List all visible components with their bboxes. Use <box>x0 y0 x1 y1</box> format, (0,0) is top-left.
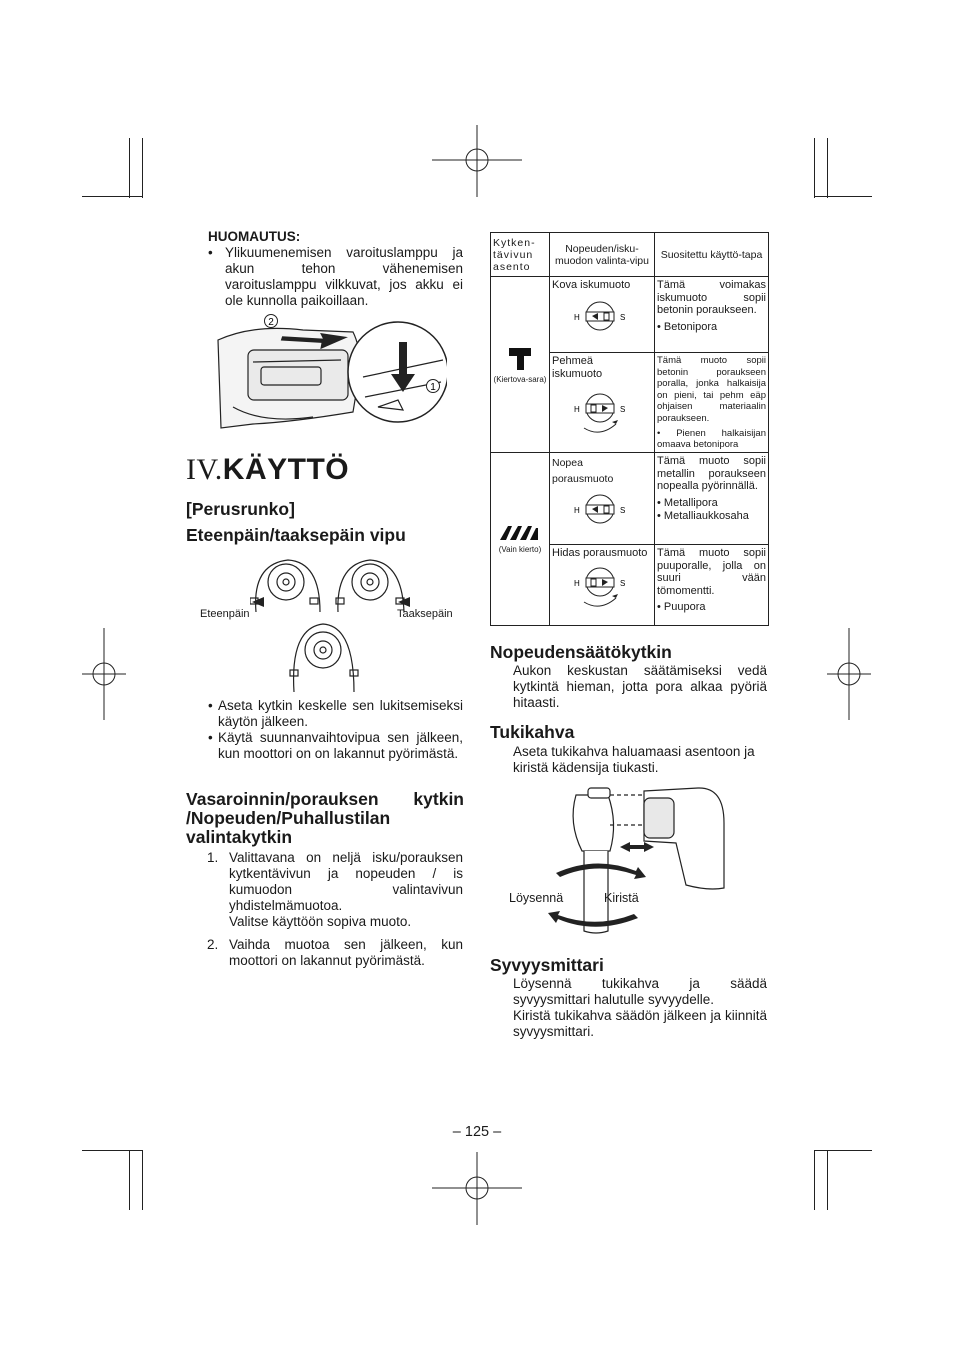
usage-cell: Tämä muoto sopii metallin poraukseen nopealla pyörinnällä. • Metallipora • Metalliaukkosaha <box>655 453 769 545</box>
mode-switch-heading: Vasaroinnin/porauksen kytkin /Nopeuden/Puhallustilan valintakytkin <box>186 789 464 847</box>
header-cell: Kytken-tävivun asento <box>491 233 550 277</box>
usage-cell: Tämä voimakas iskumuoto sopii betonin poraukseen. • Betonipora <box>655 277 769 353</box>
speed-text: Aukon keskustan säätämiseksi vedä kytkintä hieman, jotta pora alkaa pyöriä hitaasti. <box>513 663 767 710</box>
direction-lever-heading: Eteenpäin/taaksepäin vipu <box>186 525 406 545</box>
direction-lever-figure <box>250 552 420 697</box>
dial-icon <box>552 292 652 340</box>
mode-cell: Hidas porausmuoto H S <box>550 545 655 626</box>
list-item: 1. Valittavana on neljä isku/porauksen kytkentävivun ja nopeuden / is kumuodon valintavivun yhdistelmämuotoa. Valitse käyttöön sopiva muoto. <box>207 850 463 929</box>
note-heading: HUOMAUTUS: <box>208 229 301 244</box>
dial-icon <box>552 380 652 440</box>
mode-cell: Pehmeä iskumuoto H S <box>550 353 655 453</box>
group-cell <box>491 277 550 453</box>
mode-cell: Kova iskumuoto H S <box>550 277 655 353</box>
table-header-row <box>491 233 769 277</box>
dial-icon <box>552 560 652 620</box>
depth-text-1: Löysennä tukikahva ja säädä syvyysmittari halutulle syvyydelle. <box>513 976 767 1007</box>
battery-insertion-figure <box>213 312 447 442</box>
svg-text:S: S <box>620 405 626 414</box>
header-cell: Nopeuden/isku-muodon valinta-vipu <box>550 233 655 277</box>
section-roman: IV. <box>186 453 223 486</box>
tighten-label: Kiristä <box>604 891 639 905</box>
depth-heading: Syvyysmittari <box>490 955 604 975</box>
callout-1: 1 <box>430 382 436 393</box>
svg-text:H: H <box>574 578 580 588</box>
header-cell: Suositettu käyttö-tapa <box>655 233 769 277</box>
depth-text-2: Kiristä tukikahva säädön jälkeen ja kiinnitä syvyysmittari. <box>513 1008 767 1039</box>
list-item: 2. Vaihda muotoa sen jälkeen, kun moottori on lakannut pyörimästä. <box>207 937 463 968</box>
drill-bit-icon <box>498 524 542 542</box>
direction-lever-notes <box>208 698 463 762</box>
list-item: • Ylikuumenemisen varoituslamppu ja akun tehon vähenemisen varoituslamppu vilkkuvat, jos akku ei ole kunnolla paikoillaan. <box>208 245 463 309</box>
usage-cell: Tämä muoto sopii betonin poraukseen poralla, jonka halkaisija on pieni, tai pehm eäp ohjaisen materiaalin poraukseen. • Pienen halkaisijan omaava betonipora <box>655 353 769 453</box>
loosen-label: Löysennä <box>509 891 564 905</box>
perusrunko-heading: [Perusrunko] <box>186 499 295 519</box>
list-item: • Aseta kytkin keskelle sen lukitsemiseksi käytön jälkeen. <box>208 698 463 730</box>
side-handle-figure <box>548 783 726 938</box>
section-title-text: KÄYTTÖ <box>222 453 350 486</box>
group-label: (Kiertova-sara) <box>493 374 547 384</box>
reverse-label: Taaksepäin <box>397 608 453 620</box>
speed-heading: Nopeudensäätökytkin <box>490 642 672 662</box>
usage-cell: Tämä muoto sopii puuporalle, jolla on suuri vään tömomentti. • Puupora <box>655 545 769 626</box>
svg-text:H: H <box>574 506 580 515</box>
dial-icon <box>552 487 652 535</box>
table-row <box>491 453 769 545</box>
svg-text:H: H <box>574 405 580 414</box>
svg-text:S: S <box>620 312 626 322</box>
list-item: • Käytä suunnanvaihtovipua sen jälkeen, kun moottori on on lakannut pyörimästä. <box>208 730 463 762</box>
forward-label: Eteenpäin <box>200 608 250 620</box>
page-number: – 125 – <box>452 1124 502 1140</box>
svg-text:H: H <box>574 312 580 322</box>
section-title <box>186 450 349 490</box>
handle-text: Aseta tukikahva haluamaasi asentoon ja kiristä kädensija tiukasti. <box>513 744 755 775</box>
hammer-icon <box>505 345 535 371</box>
table-row <box>491 277 769 353</box>
svg-text:S: S <box>620 578 626 588</box>
svg-text:S: S <box>620 506 626 515</box>
mode-table <box>490 232 769 626</box>
handle-heading: Tukikahva <box>490 722 575 742</box>
mode-cell: Nopea porausmuoto H S <box>550 453 655 545</box>
group-cell <box>491 453 550 626</box>
note-list <box>208 245 463 309</box>
mode-switch-steps <box>205 850 463 969</box>
callout-2: 2 <box>268 317 274 328</box>
group-label: (Vain kierto) <box>498 545 542 555</box>
